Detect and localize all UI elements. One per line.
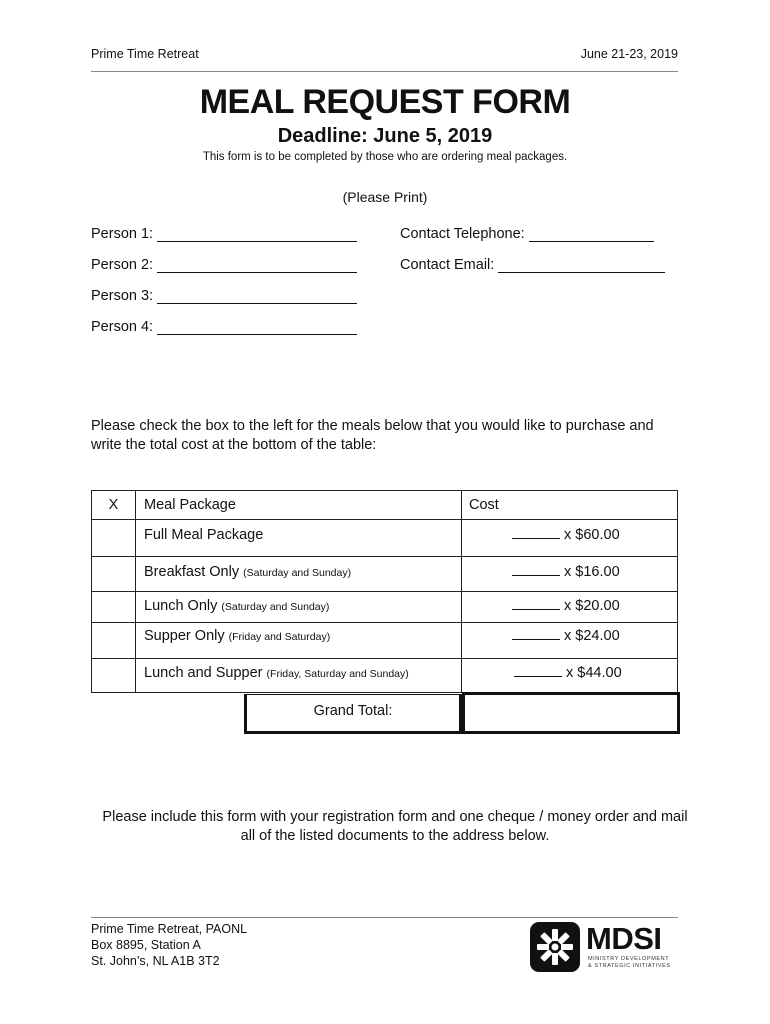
header-cost: Cost bbox=[469, 497, 499, 513]
meal-name-3: Lunch Only bbox=[144, 598, 218, 614]
please-print-note: (Please Print) bbox=[342, 189, 428, 205]
meal-cost-4: x $24.00 bbox=[564, 628, 620, 644]
form-title: MEAL REQUEST FORM bbox=[199, 83, 571, 121]
person-1-field[interactable] bbox=[91, 226, 357, 242]
table-row bbox=[91, 592, 678, 623]
table-header-row bbox=[91, 490, 678, 520]
meal-cost-3: x $20.00 bbox=[564, 598, 620, 614]
header-meal-package: Meal Package bbox=[144, 497, 236, 513]
event-name: Prime Time Retreat bbox=[91, 47, 199, 61]
grand-total-input[interactable] bbox=[462, 692, 680, 734]
person-4-line[interactable] bbox=[157, 320, 357, 335]
mailing-instructions: Please include this form with your registration form and one cheque / money order and mail all of the listed documents to the address below. bbox=[102, 809, 688, 844]
form-deadline: Deadline: June 5, 2019 bbox=[277, 125, 493, 147]
contact-email-field[interactable] bbox=[400, 257, 665, 273]
person-3-line[interactable] bbox=[157, 289, 357, 304]
table-row bbox=[91, 623, 678, 659]
person-3-field[interactable] bbox=[91, 288, 357, 304]
header-x: X bbox=[108, 497, 119, 513]
header-divider bbox=[91, 71, 678, 72]
person-3-label: Person 3: bbox=[91, 288, 154, 304]
meal-name-2: Breakfast Only bbox=[144, 564, 240, 580]
quantity-blank-2[interactable] bbox=[512, 564, 560, 576]
instructions-text: Please check the box to the left for the meals below that you would like to purchase and write the total cost at the bottom of the table: bbox=[91, 418, 654, 453]
footer-divider bbox=[91, 917, 678, 918]
logo-tagline bbox=[588, 956, 671, 969]
form-subtitle: This form is to be completed by those who are ordering meal packages. bbox=[202, 151, 568, 163]
logo-tagline-1: MINISTRY DEVELOPMENT bbox=[588, 956, 670, 962]
person-4-field[interactable] bbox=[91, 319, 357, 335]
meal-checkbox-5[interactable] bbox=[92, 659, 136, 692]
person-2-line[interactable] bbox=[157, 258, 357, 273]
address-line-1: Prime Time Retreat, PAONL bbox=[91, 922, 248, 936]
meal-name-4: Supper Only bbox=[144, 628, 225, 644]
quantity-blank-3[interactable] bbox=[512, 598, 560, 610]
person-1-line[interactable] bbox=[157, 227, 357, 242]
meal-name-1: Full Meal Package bbox=[144, 527, 264, 543]
person-4-label: Person 4: bbox=[91, 319, 154, 335]
meal-note-3: (Saturday and Sunday) bbox=[221, 601, 330, 613]
meal-note-5: (Friday, Saturday and Sunday) bbox=[266, 668, 409, 680]
contact-telephone-label: Contact Telephone: bbox=[400, 226, 525, 242]
contact-email-label: Contact Email: bbox=[400, 257, 495, 273]
quantity-blank-1[interactable] bbox=[512, 527, 560, 539]
meal-checkbox-4[interactable] bbox=[92, 623, 136, 658]
contact-telephone-field[interactable] bbox=[400, 226, 654, 242]
logo-tagline-2: & STRATEGIC INITIATIVES bbox=[588, 962, 671, 969]
meal-checkbox-3[interactable] bbox=[92, 592, 136, 622]
meal-checkbox-2[interactable] bbox=[92, 557, 136, 591]
meal-note-4: (Friday and Saturday) bbox=[228, 631, 331, 643]
meal-name-5: Lunch and Supper bbox=[144, 665, 263, 681]
mdsi-logo bbox=[530, 922, 680, 972]
meal-note-2: (Saturday and Sunday) bbox=[243, 567, 352, 579]
meal-checkbox-1[interactable] bbox=[92, 520, 136, 556]
table-row bbox=[91, 557, 678, 592]
grand-total-label-box bbox=[244, 694, 462, 734]
address-line-2: Box 8895, Station A bbox=[91, 938, 201, 952]
contact-email-line[interactable] bbox=[498, 258, 665, 273]
quantity-blank-5[interactable] bbox=[514, 665, 562, 677]
grand-total-label: Grand Total: bbox=[313, 703, 393, 719]
person-1-label: Person 1: bbox=[91, 226, 154, 242]
event-dates: June 21-23, 2019 bbox=[580, 47, 678, 61]
person-2-label: Person 2: bbox=[91, 257, 154, 273]
logo-wordmark: MDSI bbox=[586, 921, 662, 956]
contact-telephone-line[interactable] bbox=[529, 227, 654, 242]
address-line-3: St. John’s, NL A1B 3T2 bbox=[91, 954, 220, 968]
person-2-field[interactable] bbox=[91, 257, 357, 273]
mailing-address bbox=[91, 921, 247, 969]
starburst-icon bbox=[530, 922, 580, 972]
meal-cost-1: x $60.00 bbox=[564, 527, 620, 543]
meal-cost-2: x $16.00 bbox=[564, 564, 620, 580]
table-row bbox=[91, 520, 678, 557]
meal-cost-5: x $44.00 bbox=[566, 665, 622, 681]
table-row bbox=[91, 659, 678, 693]
quantity-blank-4[interactable] bbox=[512, 628, 560, 640]
